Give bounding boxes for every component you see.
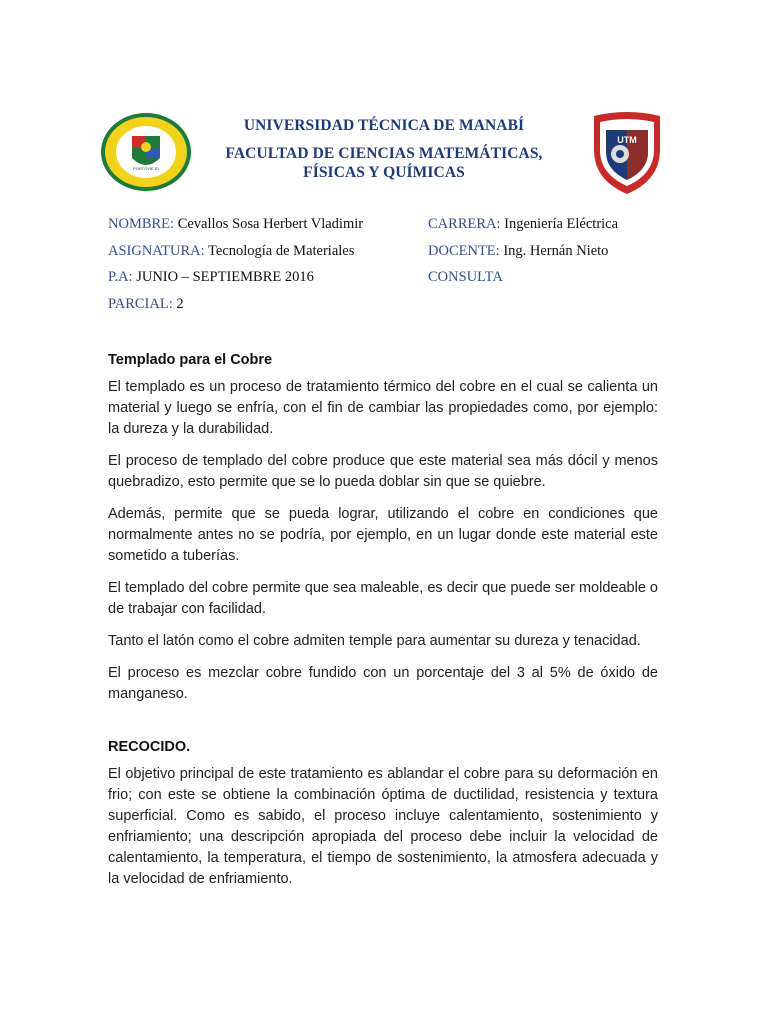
docente-label: DOCENTE: [428, 243, 500, 259]
carrera-value: Ingeniería Eléctrica [500, 216, 619, 232]
carrera-label: CARRERA: [428, 216, 501, 232]
document-body [108, 352, 658, 890]
nombre-value: Cevallos Sosa Herbert Vladimir [174, 216, 364, 232]
pa-value: JUNIO – SEPTIEMBRE 2016 [132, 269, 314, 285]
parcial-value: 2 [172, 296, 184, 312]
info-pa [108, 269, 314, 286]
paragraph: Tanto el latón como el cobre admiten temple para aumentar su dureza y tenacidad. [108, 633, 641, 649]
asignatura-label: ASIGNATURA: [108, 243, 205, 259]
info-consulta [428, 269, 503, 286]
nombre-label: NOMBRE: [108, 216, 175, 232]
utm-logo-text: UTM [617, 135, 637, 145]
utm-shield-logo [590, 110, 664, 196]
section-title-recocido: RECOCIDO. [108, 739, 191, 755]
info-parcial [108, 296, 184, 313]
info-asignatura [108, 243, 354, 260]
paragraph: Además, permite que se pueda lograr, utilizando el cobre en condiciones que normalmente antes no se podría, por ejemplo, en un lugar donde este material este sometido a tuberías. [108, 506, 658, 564]
info-docente [428, 243, 608, 260]
section-title-templado: Templado para el Cobre [108, 352, 273, 368]
university-name: UNIVERSIDAD TÉCNICA DE MANABÍ [243, 117, 525, 134]
parcial-label: PARCIAL: [108, 296, 173, 312]
faculty-name-line1: FACULTAD DE CIENCIAS MATEMÁTICAS, [225, 145, 543, 162]
info-nombre [108, 216, 363, 233]
paragraph: El templado es un proceso de tratamiento térmico del cobre en el cual se calienta un material y luego se enfría, con el fin de cambiar las propiedades como, por ejemplo: la dureza y la durabilidad. [108, 379, 658, 437]
consulta-label: CONSULTA [428, 269, 503, 285]
paragraph: El templado del cobre permite que sea maleable, es decir que puede ser moldeable o de trabajar con facilidad. [108, 580, 658, 617]
info-carrera [428, 216, 618, 233]
svg-text:PORTOVIEJO: PORTOVIEJO [133, 166, 159, 171]
pa-label: P.A: [108, 269, 133, 285]
paragraph: El proceso de templado del cobre produce que este material sea más dócil y menos quebradizo, esto permite que se lo pueda doblar sin que se quiebre. [108, 453, 658, 490]
paragraph: El proceso es mezclar cobre fundido con un porcentaje del 3 al 5% de óxido de manganeso. [108, 665, 658, 702]
document-header [0, 0, 768, 200]
faculty-name-line2: FÍSICAS Y QUÍMICAS [303, 164, 465, 181]
asignatura-value: Tecnología de Materiales [204, 243, 355, 259]
paragraph: El objetivo principal de este tratamiento es ablandar el cobre para su deformación en frio; con este se obtiene la combinación óptima de ductilidad, resistencia y textura superficial. Como es sabido, el proceso incluye calentamiento, sostenimiento y enfriamiento; una descripción apropiada del proceso debe incluir la velocidad de calentamiento, la temperatura, el tiempo de sostenimiento, la atmosfera adecuada y la velocidad de enfriamiento. [108, 766, 658, 887]
docente-value: Ing. Hernán Nieto [499, 243, 609, 259]
